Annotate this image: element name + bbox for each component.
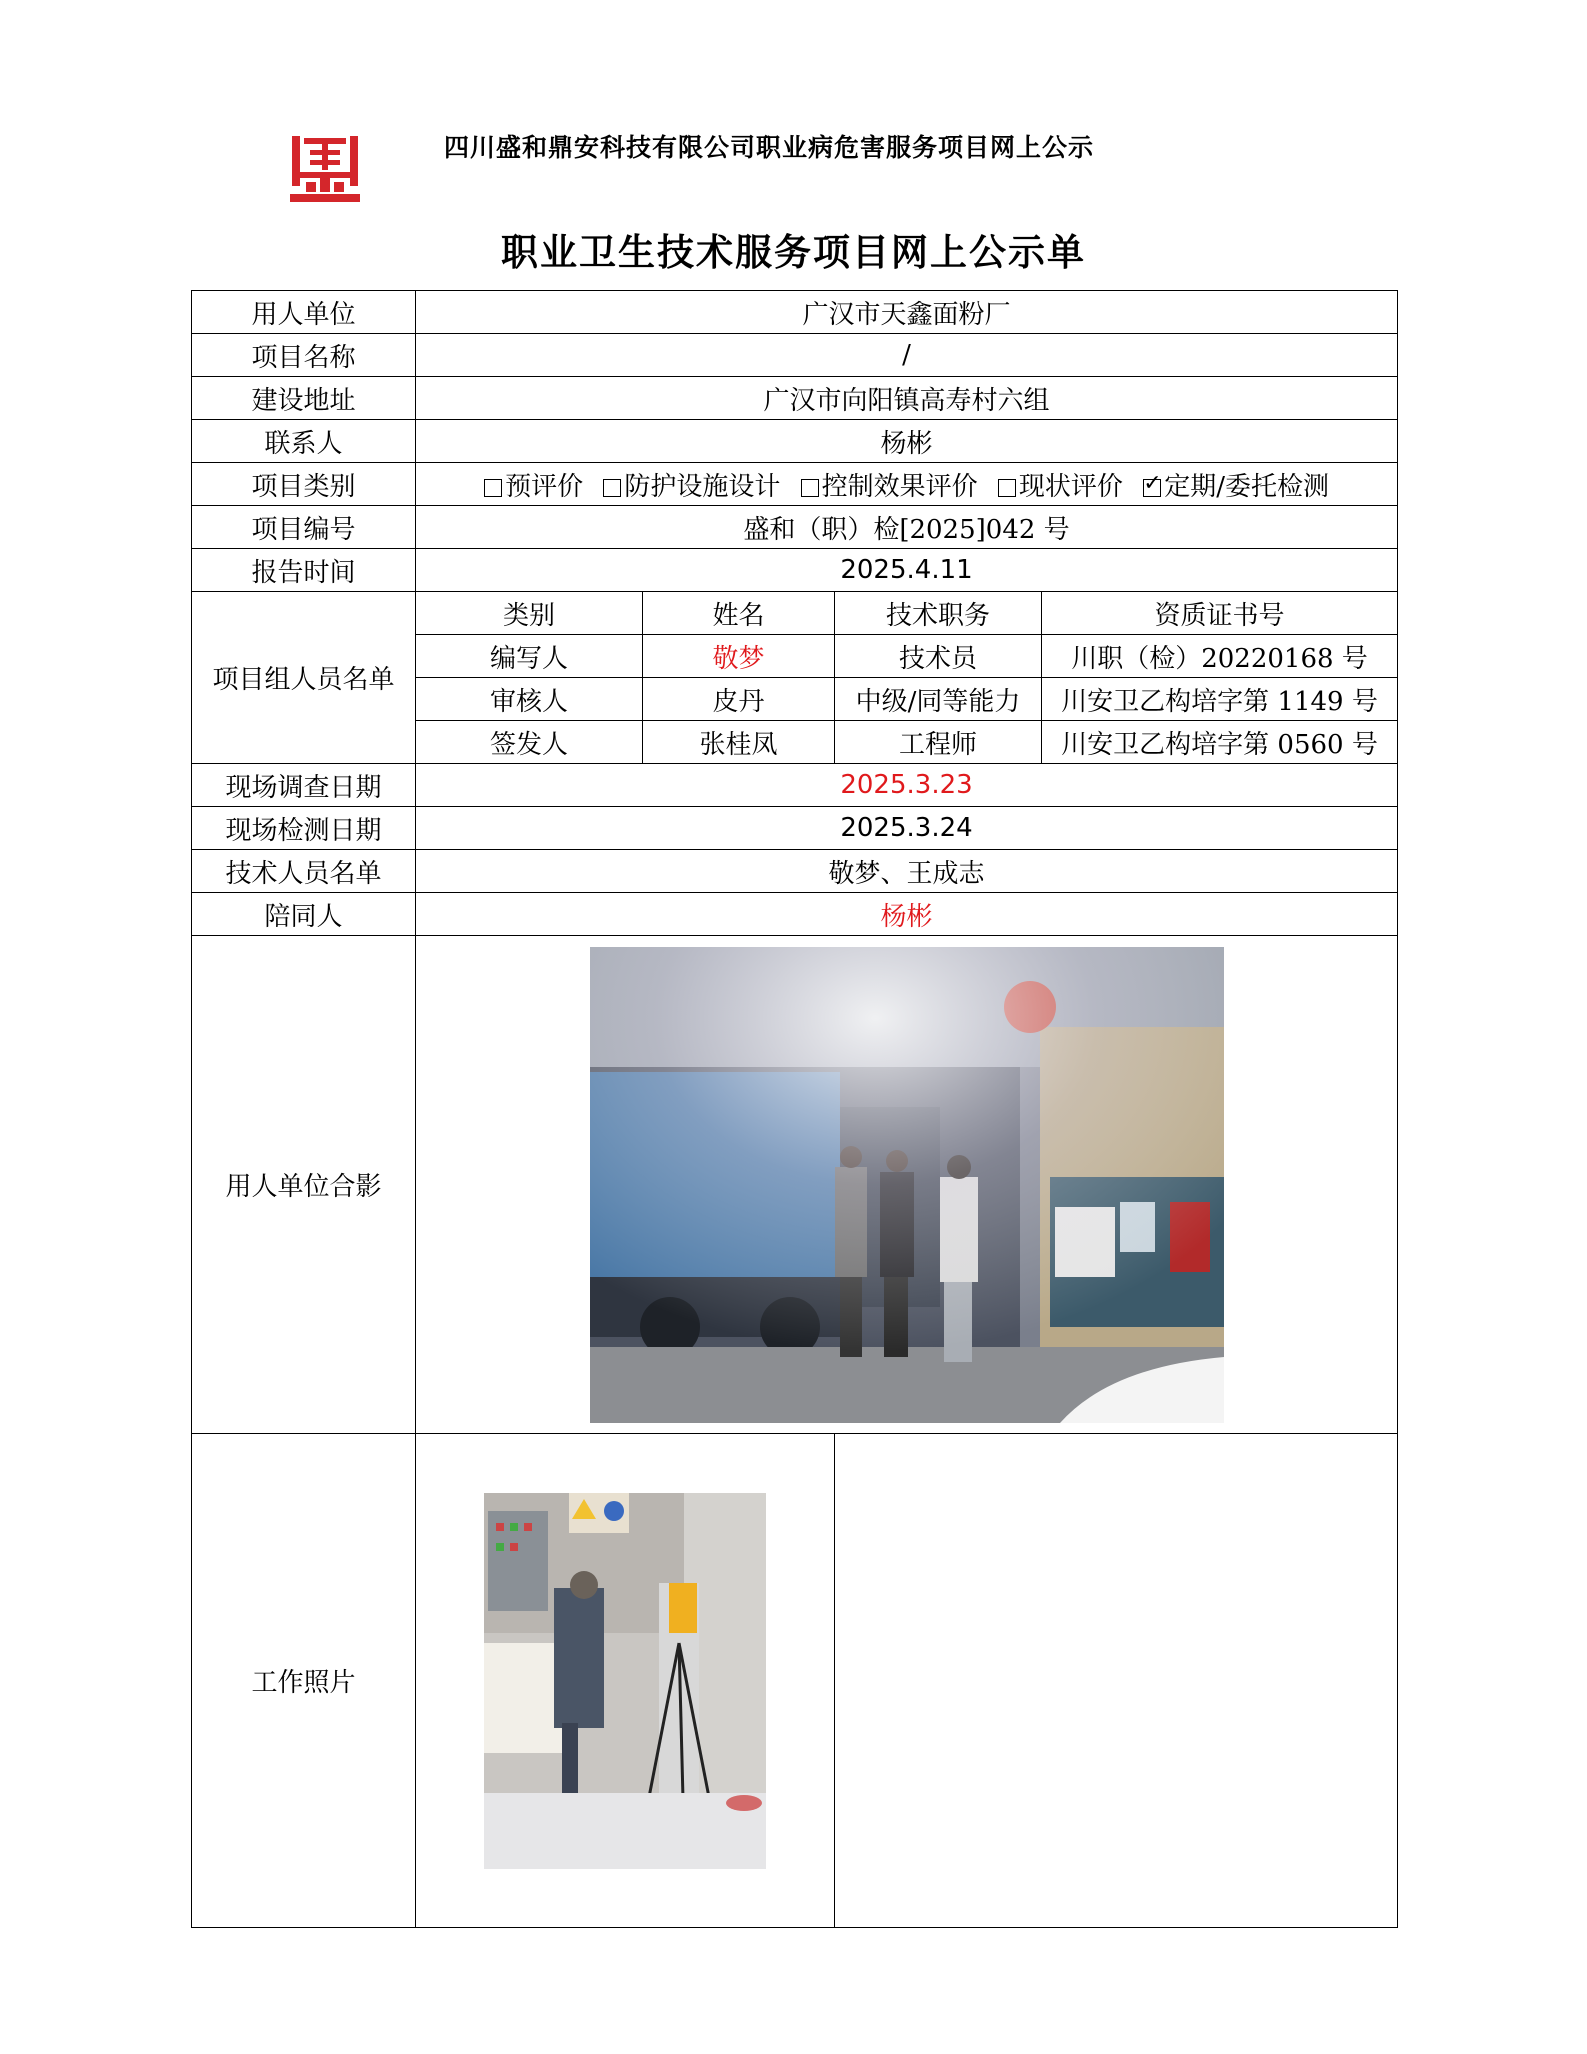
- group-photo: [590, 947, 1224, 1423]
- notice-table: [191, 290, 1398, 1928]
- survey-date-value: 2025.3.23: [416, 764, 1398, 807]
- employer-value: 广汉市天鑫面粉厂: [416, 291, 1398, 334]
- category-option[interactable]: 防护设施设计: [603, 472, 780, 502]
- row-report-date: [192, 549, 1398, 592]
- team-cert: 川安卫乙构培字第 0560 号: [1042, 721, 1398, 764]
- companion-label: 陪同人: [192, 893, 416, 936]
- project-name-value: /: [416, 334, 1398, 377]
- team-role: 编写人: [416, 635, 643, 678]
- project-no-value: 盛和（职）检[2025]042 号: [416, 506, 1398, 549]
- work-photo-cell: [416, 1434, 835, 1928]
- test-date-value: 2025.3.24: [416, 807, 1398, 850]
- checkbox-icon[interactable]: [801, 479, 819, 497]
- team-role: 签发人: [416, 721, 643, 764]
- row-project-name: [192, 334, 1398, 377]
- work-photo: [484, 1493, 766, 1869]
- checkbox-icon[interactable]: [484, 479, 502, 497]
- employer-label: 用人单位: [192, 291, 416, 334]
- address-label: 建设地址: [192, 377, 416, 420]
- row-test-date: [192, 807, 1398, 850]
- team-cert: 川职（检）20220168 号: [1042, 635, 1398, 678]
- team-title: 工程师: [835, 721, 1042, 764]
- row-work-photo: [192, 1434, 1398, 1928]
- team-name: 敬梦: [643, 635, 835, 678]
- category-option[interactable]: 预评价: [484, 472, 583, 502]
- checkbox-icon[interactable]: [998, 479, 1016, 497]
- group-photo-label: 用人单位合影: [192, 936, 416, 1434]
- team-cert: 川安卫乙构培字第 1149 号: [1042, 678, 1398, 721]
- work-photo-empty-cell: [835, 1434, 1398, 1928]
- row-project-no: [192, 506, 1398, 549]
- group-photo-cell: [416, 936, 1398, 1434]
- company-notice: 四川盛和鼎安科技有限公司职业病危害服务项目网上公示: [444, 133, 1095, 162]
- category-option[interactable]: 控制效果评价: [801, 472, 978, 502]
- address-value: 广汉市向阳镇高寿村六组: [416, 377, 1398, 420]
- team-header-role: 类别: [416, 592, 643, 635]
- row-survey-date: [192, 764, 1398, 807]
- row-companion: [192, 893, 1398, 936]
- tech-staff-value: 敬梦、王成志: [416, 850, 1398, 893]
- team-label: 项目组人员名单: [192, 592, 416, 764]
- report-date-label: 报告时间: [192, 549, 416, 592]
- category-option[interactable]: ✓ 定期/委托检测: [1143, 472, 1329, 502]
- checkbox-checked-icon[interactable]: [1143, 479, 1161, 497]
- contact-label: 联系人: [192, 420, 416, 463]
- category-label: 项目类别: [192, 463, 416, 506]
- work-photo-label: 工作照片: [192, 1434, 416, 1928]
- category-option[interactable]: 现状评价: [998, 472, 1123, 502]
- row-group-photo: [192, 936, 1398, 1434]
- team-header-cert: 资质证书号: [1042, 592, 1398, 635]
- team-title: 技术员: [835, 635, 1042, 678]
- survey-date-label: 现场调查日期: [192, 764, 416, 807]
- category-options: [416, 463, 1398, 506]
- team-header-name: 姓名: [643, 592, 835, 635]
- project-no-label: 项目编号: [192, 506, 416, 549]
- tech-staff-label: 技术人员名单: [192, 850, 416, 893]
- team-name: 皮丹: [643, 678, 835, 721]
- test-date-label: 现场检测日期: [192, 807, 416, 850]
- row-contact: [192, 420, 1398, 463]
- checkbox-icon[interactable]: [603, 479, 621, 497]
- row-category: [192, 463, 1398, 506]
- company-logo: [286, 128, 364, 206]
- page-title: 职业卫生技术服务项目网上公示单: [501, 230, 1086, 274]
- team-title: 中级/同等能力: [835, 678, 1042, 721]
- team-header-title: 技术职务: [835, 592, 1042, 635]
- contact-value: 杨彬: [416, 420, 1398, 463]
- project-name-label: 项目名称: [192, 334, 416, 377]
- report-date-value: 2025.4.11: [416, 549, 1398, 592]
- row-team-header: [192, 592, 1398, 635]
- row-tech-staff: [192, 850, 1398, 893]
- row-address: [192, 377, 1398, 420]
- row-employer: [192, 291, 1398, 334]
- companion-value: 杨彬: [416, 893, 1398, 936]
- team-role: 审核人: [416, 678, 643, 721]
- team-name: 张桂凤: [643, 721, 835, 764]
